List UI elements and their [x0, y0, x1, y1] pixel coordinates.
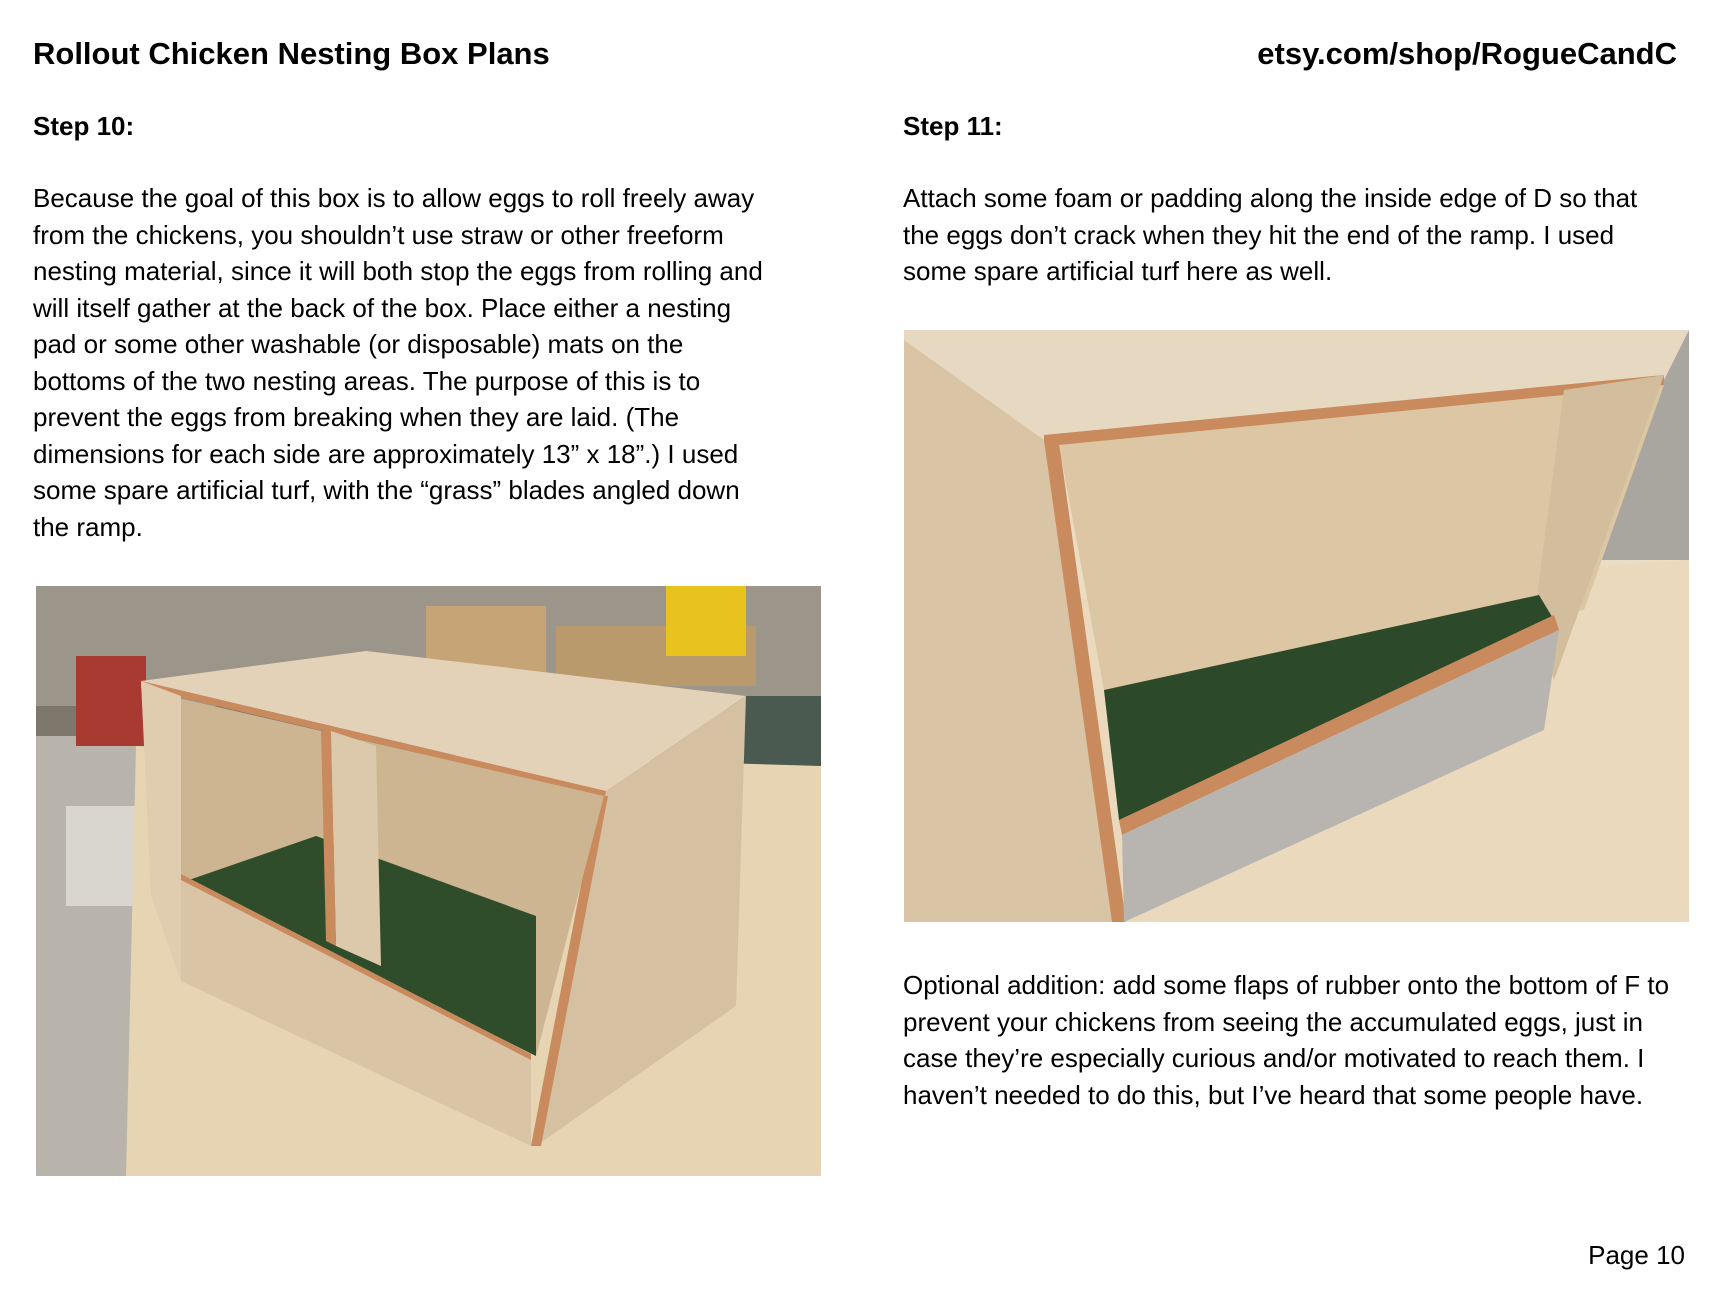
- document-title: Rollout Chicken Nesting Box Plans: [33, 36, 550, 71]
- step-10-section: [33, 108, 833, 545]
- nesting-box-padding-closeup-image: [904, 330, 1689, 922]
- step-10-text: Because the goal of this box is to allow eggs to roll freely away from the chickens, you shouldn’t use straw or other freeform nesting material, since it will both stop the eggs from rolling and will itself gather at the back of the box. Place either a nesting pad or some other washable (or disposable) mats on the bottoms of the two nesting areas. The purpose of this is to prevent the eggs from breaking when they are laid. (The dimensions for each side are approximately 13” x 18”.) I used some spare artificial turf, with the “grass” blades angled down the ramp.: [33, 183, 763, 542]
- step-11-text: Attach some foam or padding along the inside edge of D so that the eggs don’t crack when they hit the end of the ramp. I used some spare artificial turf here as well.: [903, 183, 1638, 286]
- step-11-heading: Step 11:: [903, 111, 1003, 141]
- step-11-section: [903, 108, 1693, 290]
- step-11-photo: [904, 330, 1689, 922]
- shop-url: etsy.com/shop/RogueCandC: [1257, 36, 1677, 71]
- step-10-heading: Step 10:: [33, 111, 135, 141]
- step-10-photo: [36, 586, 821, 1176]
- optional-addition-text: Optional addition: add some flaps of rubber onto the bottom of F to prevent your chickens from seeing the accumulated eggs, just in case they’re especially curious and/or motivated to reach them. I haven’t needed to do this, but I’ve heard that some people have.: [903, 970, 1670, 1110]
- page-number: Page 10: [1588, 1240, 1685, 1270]
- nesting-box-two-compartments-image: [36, 586, 821, 1176]
